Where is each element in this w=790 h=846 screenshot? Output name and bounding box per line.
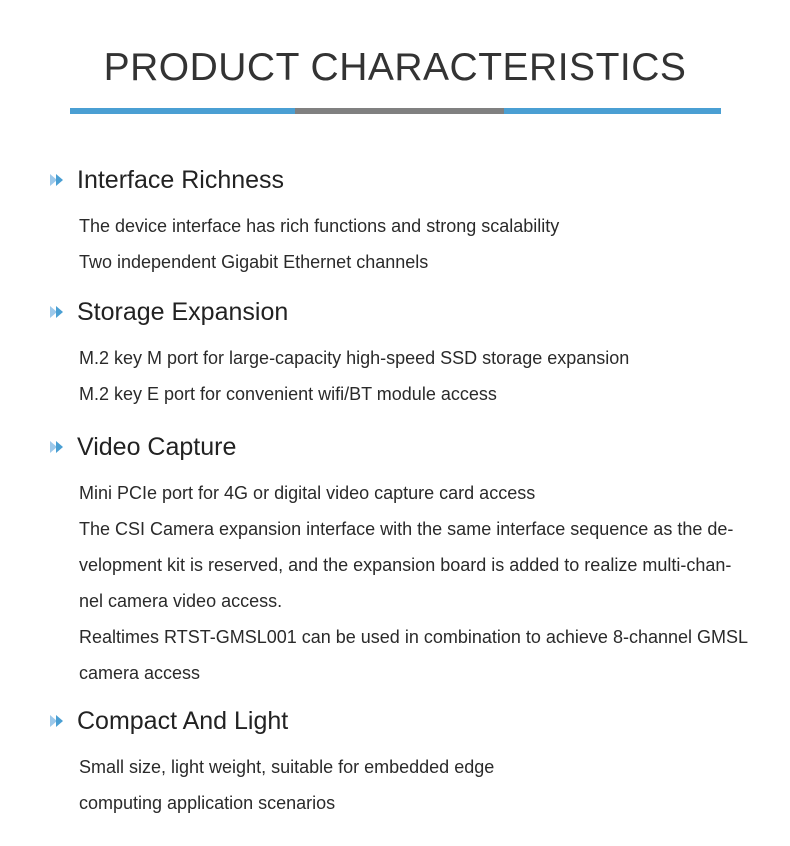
section-lines: [79, 340, 759, 412]
text-line: The CSI Camera expansion interface with the same interface sequence as the de-: [79, 519, 734, 539]
text-line: M.2 key M port for large-capacity high-speed SSD storage expansion: [79, 348, 630, 368]
text-line: Mini PCIe port for 4G or digital video capture card access: [79, 483, 536, 503]
section-header: [0, 706, 790, 736]
section-title: Compact And Light: [77, 707, 289, 735]
section-header: [0, 165, 790, 195]
double-arrow-bullet-icon: [50, 306, 66, 318]
section-title: Video Capture: [77, 433, 237, 461]
title-underline: [70, 108, 721, 114]
section-lines: [79, 208, 759, 280]
underline-left-segment: [70, 108, 295, 114]
text-line: velopment kit is reserved, and the expansion board is added to realize multi-chan-: [79, 555, 732, 575]
section-lines: [79, 749, 759, 821]
text-line: Small size, light weight, suitable for embedded edge: [79, 757, 495, 777]
section-title: Storage Expansion: [77, 298, 289, 326]
section-title: Interface Richness: [77, 166, 285, 194]
double-arrow-bullet-icon: [50, 174, 66, 186]
section-header: [0, 432, 790, 462]
underline-middle-segment: [295, 108, 504, 114]
text-line: Realtimes RTST-GMSL001 can be used in combination to achieve 8-channel GMSL: [79, 627, 749, 647]
text-line: Two independent Gigabit Ethernet channels: [79, 252, 429, 272]
section-header: [0, 297, 790, 327]
section-lines: [79, 475, 759, 691]
text-line: camera access: [79, 663, 201, 683]
page-title: PRODUCT CHARACTERISTICS: [103, 46, 687, 89]
text-line: nel camera video access.: [79, 591, 283, 611]
text-line: M.2 key E port for convenient wifi/BT module access: [79, 384, 497, 404]
text-line: The device interface has rich functions and strong scalability: [79, 216, 560, 236]
double-arrow-bullet-icon: [50, 441, 66, 453]
double-arrow-bullet-icon: [50, 715, 66, 727]
text-line: computing application scenarios: [79, 793, 336, 813]
underline-right-segment: [504, 108, 721, 114]
